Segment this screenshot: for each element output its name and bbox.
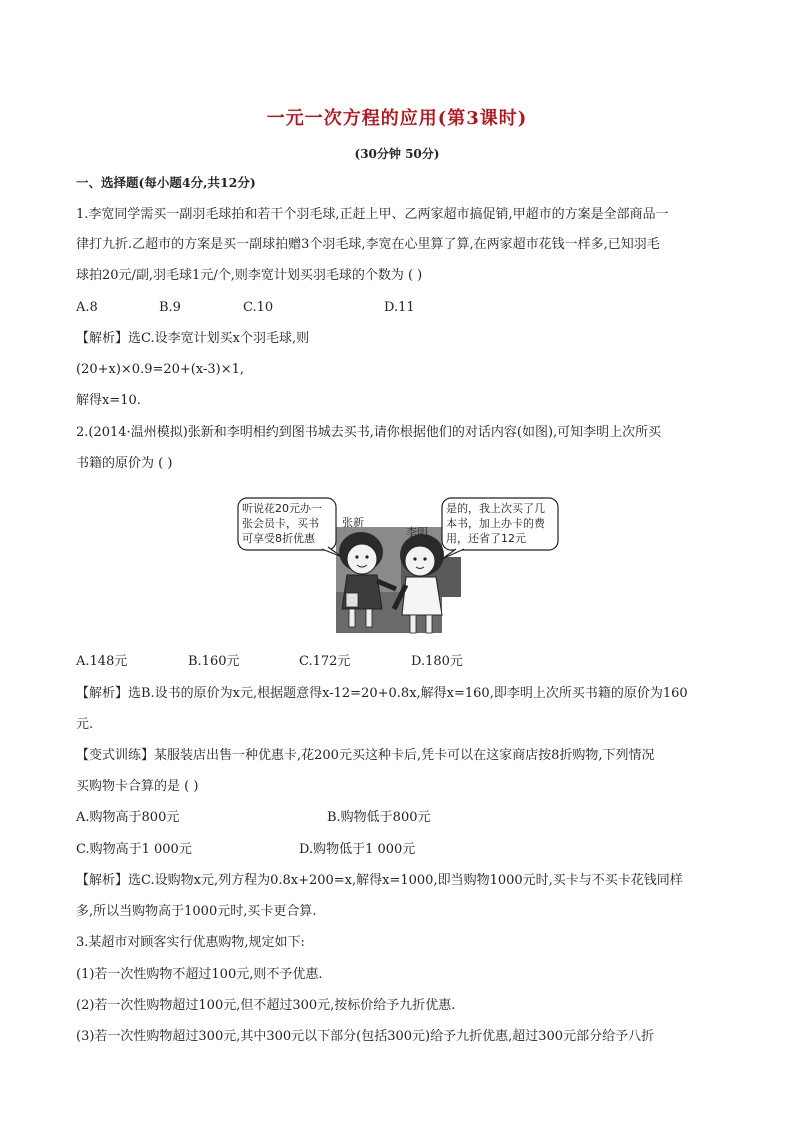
q3-line-4: (3)若一次性购物超过300元,其中300元以下部分(包括300元)给予九折优惠,超过300元部分给予八折 bbox=[76, 1029, 655, 1044]
section-heading: 一、选择题(每小题4分,共12分) bbox=[76, 175, 256, 190]
variant-option-a: A.购物高于800元 bbox=[76, 810, 180, 825]
q2-option-a: A.148元 bbox=[76, 654, 128, 669]
variant-option-d: D.购物低于1 000元 bbox=[299, 842, 416, 857]
q1-line-3: 球拍20元/副,羽毛球1元/个,则李宽计划买羽毛球的个数为 ( ) bbox=[76, 268, 423, 283]
q2-option-d: D.180元 bbox=[411, 654, 463, 669]
q2-analysis-2: 元. bbox=[76, 717, 94, 732]
bubble-left-line-2: 张会员卡，买书 bbox=[242, 517, 319, 530]
bubble-left-line-1: 听说花20元办一 bbox=[242, 502, 322, 515]
bubble-right-line-2: 本书，加上办卡的费 bbox=[446, 517, 545, 530]
q2-line-2: 书籍的原价为 ( ) bbox=[76, 456, 173, 471]
q3-line-3: (2)若一次性购物超过100元,但不超过300元,按标价给予九折优惠. bbox=[76, 998, 456, 1013]
page-subtitle: (30分钟 50分) bbox=[354, 147, 440, 161]
q1-option-a: A.8 bbox=[76, 300, 98, 315]
variant-option-c: C.购物高于1 000元 bbox=[76, 842, 192, 857]
q1-line-1: 1.李宽同学需买一副羽毛球拍和若干个羽毛球,正赶上甲、乙两家超市搞促销,甲超市的方案是全部商品一 bbox=[76, 207, 669, 222]
dialogue-illustration bbox=[236, 497, 560, 637]
q1-option-c: C.10 bbox=[243, 300, 274, 315]
name-label-liming: 李明 bbox=[406, 526, 428, 539]
variant-option-b: B.购物低于800元 bbox=[327, 810, 431, 825]
liming-body bbox=[402, 577, 442, 615]
q3-line-2: (1)若一次性购物不超过100元,则不予优惠. bbox=[76, 967, 323, 982]
q2-option-b: B.160元 bbox=[188, 654, 240, 669]
bubble-right-line-3: 用，还省了12元 bbox=[446, 532, 526, 545]
name-label-zhangxin: 张新 bbox=[342, 516, 364, 529]
q3-line-1: 3.某超市对顾客实行优惠购物,规定如下: bbox=[76, 935, 305, 950]
page-title: 一元一次方程的应用(第3课时) bbox=[266, 108, 528, 129]
bubble-right-line-1: 是的，我上次买了几 bbox=[446, 502, 545, 515]
q1-option-b: B.9 bbox=[159, 300, 181, 315]
q1-analysis-1: 【解析】选C.设李宽计划买x个羽毛球,则 bbox=[76, 331, 310, 346]
variant-line-1: 【变式训练】某服装店出售一种优惠卡,花200元买这种卡后,凭卡可以在这家商店按8折购物,下列情况 bbox=[76, 748, 655, 763]
variant-analysis-2: 多,所以当购物高于1000元时,买卡更合算. bbox=[76, 904, 317, 919]
q1-line-2: 律打九折.乙超市的方案是买一副球拍赠3个羽毛球,李宽在心里算了算,在两家超市花钱一样多,已知羽毛 bbox=[76, 237, 660, 252]
q2-line-1: 2.(2014·温州模拟)张新和李明相约到图书城去买书,请你根据他们的对话内容(如图),可知李明上次所买 bbox=[76, 425, 662, 440]
q2-option-c: C.172元 bbox=[299, 654, 351, 669]
q1-analysis-2: (20+x)×0.9=20+(x-3)×1, bbox=[76, 362, 245, 377]
q2-analysis-1: 【解析】选B.设书的原价为x元,根据题意得x-12=20+0.8x,解得x=160,即李明上次所买书籍的原价为160 bbox=[76, 686, 688, 701]
q1-analysis-3: 解得x=10. bbox=[76, 393, 141, 408]
bubble-left-line-3: 可享受8折优惠 bbox=[242, 532, 315, 545]
q1-option-d: D.11 bbox=[384, 300, 415, 315]
variant-analysis-1: 【解析】选C.设购物x元,列方程为0.8x+200=x,解得x=1000,即当购物1000元时,买卡与不买卡花钱同样 bbox=[76, 873, 683, 888]
variant-line-2: 买购物卡合算的是 ( ) bbox=[76, 779, 199, 794]
